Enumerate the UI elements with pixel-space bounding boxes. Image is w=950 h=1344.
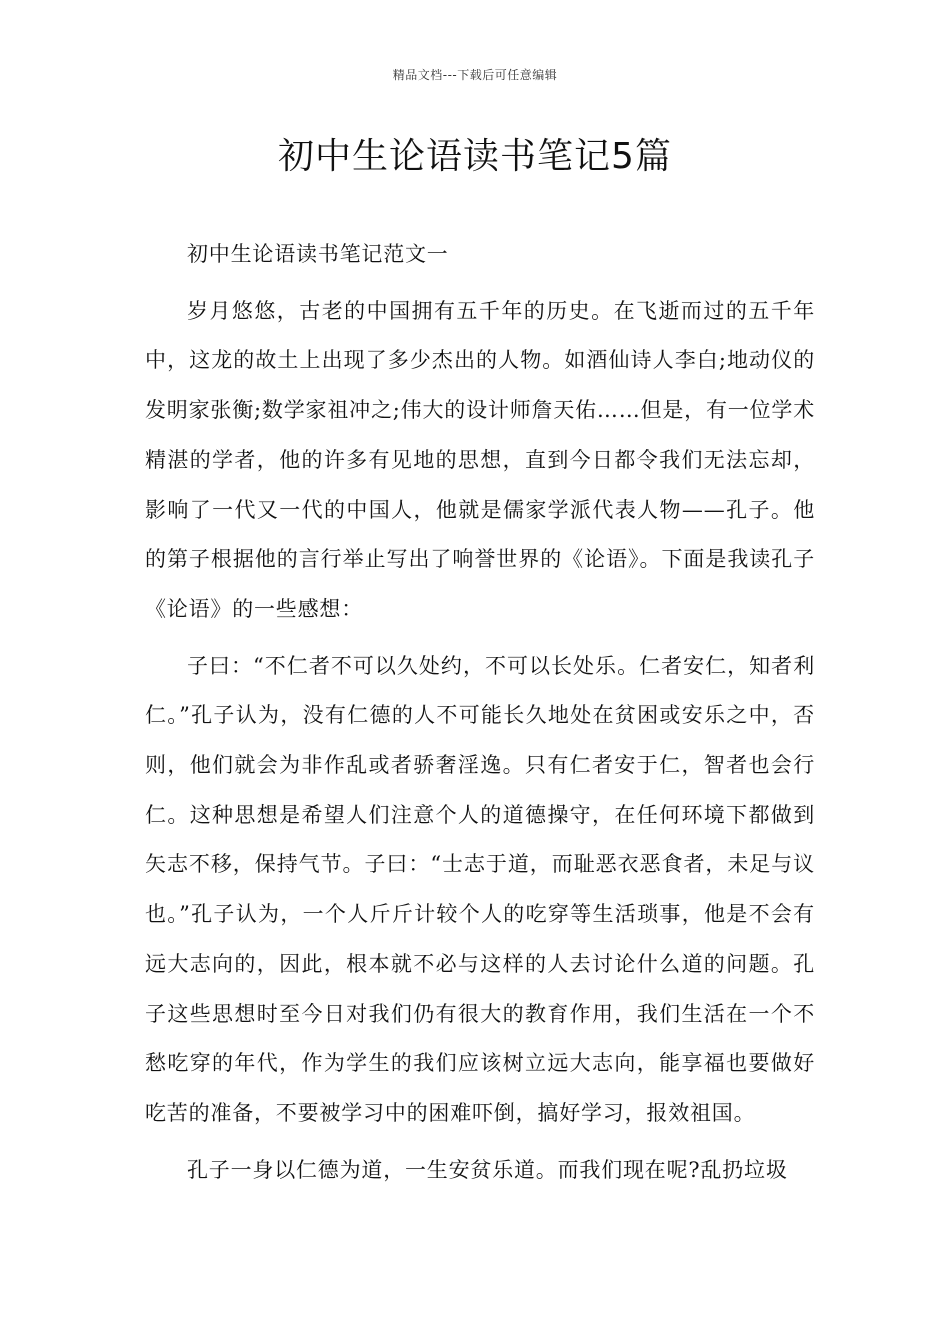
header-note: 精品文档---下载后可任意编辑 [392, 68, 558, 82]
paragraph: 岁月悠悠，古老的中国拥有五千年的历史。在飞逝而过的五千年中，这龙的故土上出现了多少杰出的人物。如酒仙诗人李白;地动仪的发明家张衡;数学家祖冲之;伟大的设计师詹天佑……但是，有一位学术精湛的学者，他的许多有见地的思想，直到今日都令我们无法忘却，影响了一代又一代的中国人，他就是儒家学派代表人物——孔子。他的第子根据他的言行举止写出了响誉世界的《论语》。下面是我读孔子《论语》的一些感想： [145, 298, 815, 621]
paragraph: 子曰：“不仁者不可以久处约，不可以长处乐。仁者安仁，知者利仁。”孔子认为，没有仁德的人不可能长久地处在贫困或安乐之中，否则，他们就会为非作乱或者骄奢淫逸。只有仁者安于仁，智者也会行仁。这种思想是希望人们注意个人的道德操守，在任何环境下都做到矢志不移，保持气节。子曰：“士志于道，而耻恶衣恶食者，未足与议也。”孔子认为，一个人斤斤计较个人的吃穿等生活琐事，他是不会有远大志向的，因此，根本就不必与这样的人去讨论什么道的问题。孔子这些思想时至今日对我们仍有很大的教育作用，我们生活在一个不愁吃穿的年代，作为学生的我们应该树立远大志向，能享福也要做好吃苦的准备，不要被学习中的困难吓倒，搞好学习，报效祖国。 [145, 653, 815, 1125]
paragraph: 孔子一身以仁德为道，一生安贫乐道。而我们现在呢?乱扔垃圾 [187, 1157, 788, 1182]
document-title: 初中生论语读书笔记5篇 [278, 136, 672, 177]
document-body [145, 230, 815, 1195]
section-heading: 初中生论语读书笔记范文一 [187, 242, 449, 266]
